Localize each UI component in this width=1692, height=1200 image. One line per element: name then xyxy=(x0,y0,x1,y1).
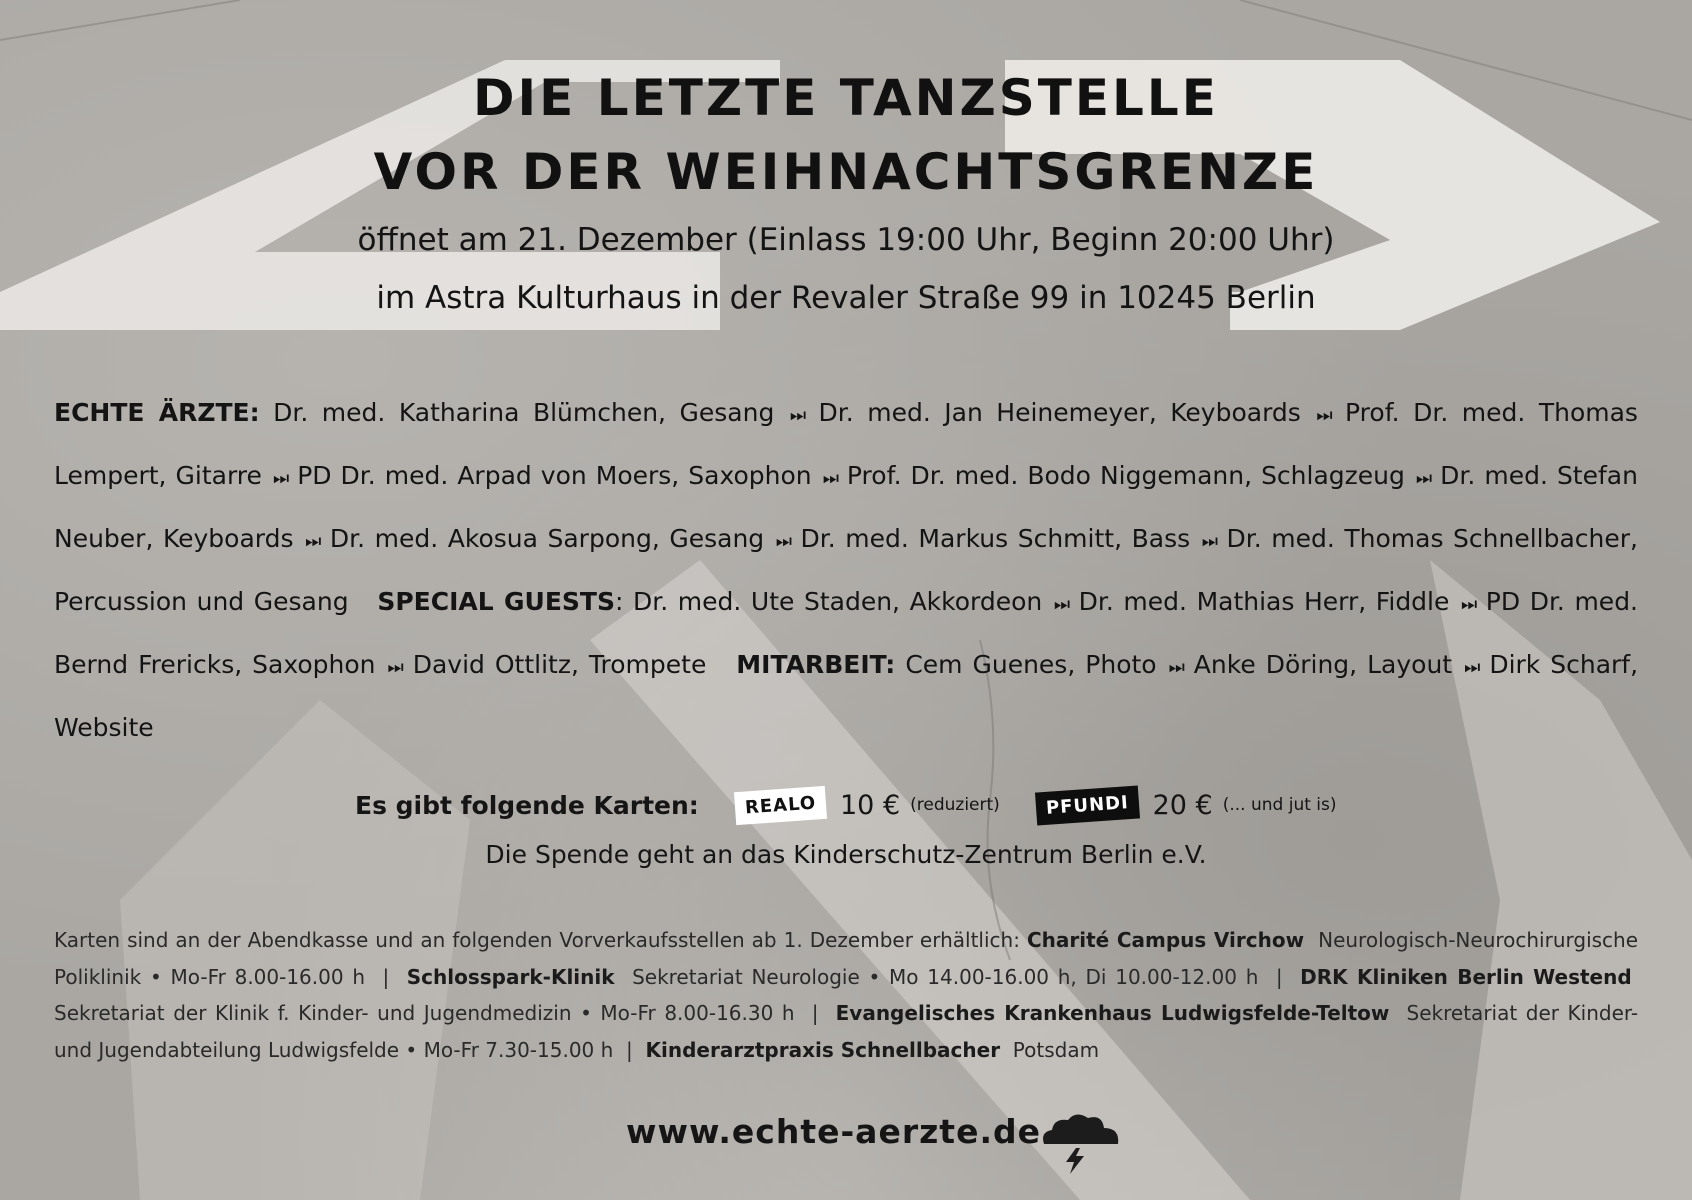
skip-forward-icon: ⏭ xyxy=(387,657,401,678)
skip-forward-icon: ⏭ xyxy=(1316,405,1330,426)
presale-location-details: Sekretariat Neurologie • Mo 14.00-16.00 h, Di 10.00-12.00 h xyxy=(632,964,1259,989)
credit-entry: Anke Döring, Layout xyxy=(1193,650,1453,679)
realo-note: (reduziert) xyxy=(910,795,1000,815)
credit-entry: Dr. med. Thomas Schnellbacher, Percussion und Gesang xyxy=(54,524,1638,616)
presale-divider: | xyxy=(626,1037,633,1062)
skip-forward-icon: ⏭ xyxy=(1168,657,1182,678)
skip-forward-icon: ⏭ xyxy=(822,468,836,489)
skip-forward-icon: ⏭ xyxy=(1464,657,1478,678)
storm-cloud-icon xyxy=(1036,1110,1126,1178)
presale-intro: Karten sind an der Abendkasse und an folgenden Vorverkaufsstellen ab 1. Dezember erhältlich: xyxy=(54,928,1020,952)
presale-location-details: Neurologisch-Neurochirurgische Poliklinik • Mo-Fr 8.00-16.00 h xyxy=(54,928,1639,989)
title-line-2: VOR DER WEIHNACHTSGRENZE xyxy=(373,143,1319,201)
tickets-label: Es gibt folgende Karten: xyxy=(355,790,699,820)
skip-forward-icon: ⏭ xyxy=(1053,594,1068,615)
donation-note: Die Spende geht an das Kinderschutz-Zentrum Berlin e.V. xyxy=(485,840,1207,869)
storm-cloud-graphic xyxy=(1036,1110,1126,1174)
presale-divider: | xyxy=(811,1001,819,1025)
credit-entry: Dirk Scharf, Website xyxy=(54,650,1639,742)
tickets-row xyxy=(355,782,1363,828)
credit-entry: Dr. med. Katharina Blümchen, Gesang xyxy=(273,398,775,427)
credit-entry: Dr. med. Markus Schmitt, Bass xyxy=(800,524,1191,553)
presale-location-name: Evangelisches Krankenhaus Ludwigsfelde-Teltow xyxy=(835,1001,1390,1025)
credit-entry: Prof. Dr. med. Bodo Niggemann, Schlagzeug xyxy=(846,461,1405,490)
title-line-1: DIE LETZTE TANZSTELLE xyxy=(473,69,1219,127)
guests-colon: : xyxy=(614,587,624,616)
pfundi-price: 20 € xyxy=(1152,789,1213,821)
event-date-line: öffnet am 21. Dezember (Einlass 19:00 Uhr, Beginn 20:00 Uhr) xyxy=(357,222,1335,258)
presale-divider: | xyxy=(1275,964,1283,989)
realo-price: 10 € xyxy=(840,789,901,821)
website-link[interactable]: www.echte-aerzte.de xyxy=(626,1112,1041,1151)
credit-entry: Dr. med. Jan Heinemeyer, Keyboards xyxy=(818,398,1301,427)
credit-entry: PD Dr. med. Bernd Frericks, Saxophon xyxy=(54,587,1639,679)
skip-forward-icon: ⏭ xyxy=(789,405,804,426)
mitarbeit-label: MITARBEIT: xyxy=(736,650,896,679)
presale-location-name: Schlosspark-Klinik xyxy=(406,964,615,989)
credit-entry: Dr. med. Mathias Herr, Fiddle xyxy=(1078,587,1450,616)
realo-badge: REALO xyxy=(734,785,827,824)
credit-entry: David Ottlitz, Trompete xyxy=(412,650,707,679)
skip-forward-icon: ⏭ xyxy=(775,531,789,552)
credit-entry: PD Dr. med. Arpad von Moers, Saxophon xyxy=(297,461,812,490)
credits-paragraph xyxy=(54,383,1638,758)
credit-entry: Dr. med. Akosua Sarpong, Gesang xyxy=(329,524,765,553)
skip-forward-icon: ⏭ xyxy=(1201,531,1215,552)
presale-location-details: Potsdam xyxy=(1012,1037,1100,1062)
event-venue-line: im Astra Kulturhaus in der Revaler Straße 99 in 10245 Berlin xyxy=(376,280,1316,316)
presale-paragraph xyxy=(54,922,1638,1068)
skip-forward-icon: ⏭ xyxy=(1460,594,1475,615)
guests-label: SPECIAL GUESTS xyxy=(377,587,615,616)
credit-entry: Cem Guenes, Photo xyxy=(905,650,1157,679)
presale-location-name: Kinderarztpraxis Schnellbacher xyxy=(645,1037,1001,1062)
credit-entry: Dr. med. Stefan Neuber, Keyboards xyxy=(54,461,1638,553)
presale-location-details: Sekretariat der Klinik f. Kinder- und Jugendmedizin • Mo-Fr 8.00-16.30 h xyxy=(54,1001,795,1025)
presale-location-name: DRK Kliniken Berlin Westend xyxy=(1300,964,1632,989)
skip-forward-icon: ⏭ xyxy=(1415,468,1430,489)
aerzte-label: ECHTE ÄRZTE: xyxy=(54,398,260,427)
pfundi-note: (... und jut is) xyxy=(1222,795,1337,815)
presale-location-name: Charité Campus Virchow xyxy=(1026,928,1305,952)
skip-forward-icon: ⏭ xyxy=(272,468,287,489)
presale-divider: | xyxy=(382,964,390,989)
credit-entry: Dr. med. Ute Staden, Akkordeon xyxy=(633,587,1043,616)
skip-forward-icon: ⏭ xyxy=(305,531,319,552)
pfundi-badge: PFUNDI xyxy=(1035,785,1140,825)
credit-entry: Prof. Dr. med. Thomas Lempert, Gitarre xyxy=(54,398,1638,490)
presale-location-details: Sekretariat der Kinder- und Jugendabteilung Ludwigsfelde • Mo-Fr 7.30-15.00 h xyxy=(54,1001,1639,1062)
